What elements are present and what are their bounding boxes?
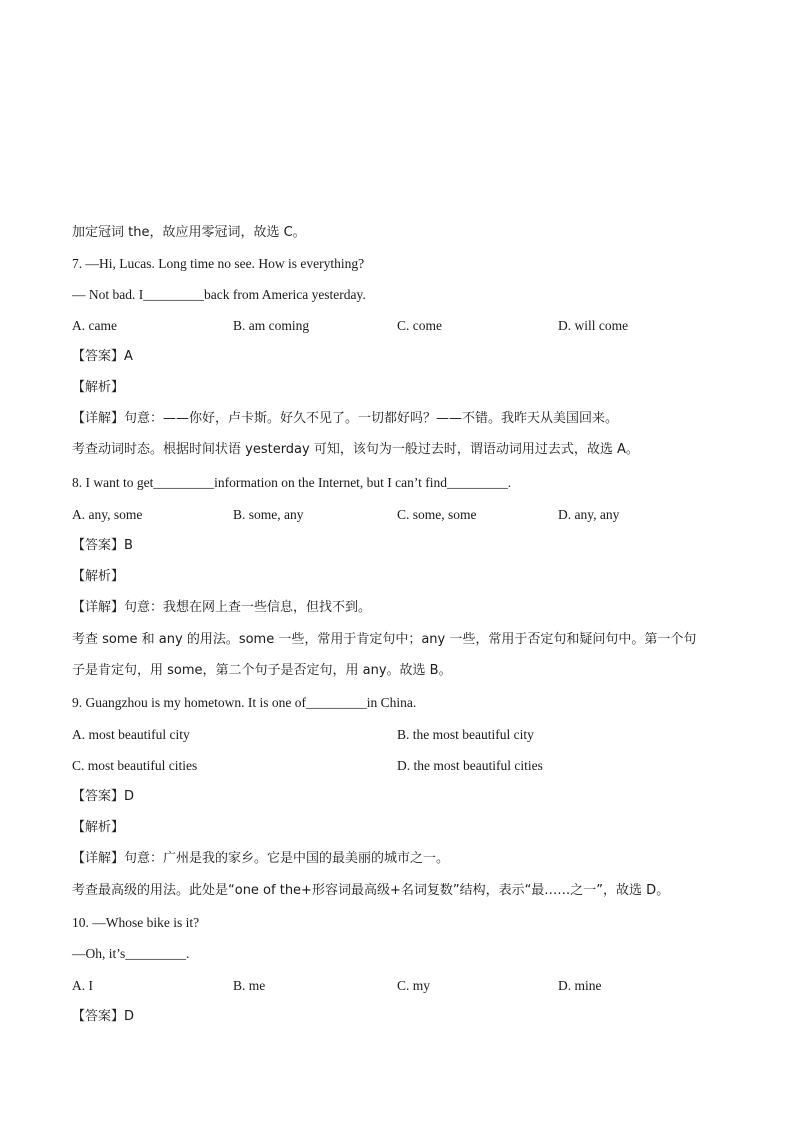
question-9-answer: 【答案】D [72,789,135,804]
question-7-option-d: D. will come [558,318,629,333]
question-8-analysis-heading: 【解析】 [72,569,125,584]
question-9-option-c: C. most beautiful cities [72,758,198,773]
question-10-line2: —Oh, it’s_________. [72,946,190,961]
question-8-option-a: A. any, some [72,507,143,522]
question-7-option-c: C. come [397,318,442,333]
question-8-option-b: B. some, any [233,507,304,522]
question-8-answer: 【答案】B [72,538,133,553]
question-9-option-d: D. the most beautiful cities [397,758,543,773]
question-8-option-d: D. any, any [558,507,620,522]
question-9-analysis-heading: 【解析】 [72,820,125,835]
question-7-line2: — Not bad. I_________back from America yesterday. [72,287,366,302]
question-7-stem: 7. —Hi, Lucas. Long time no see. How is everything? [72,256,365,271]
question-8-explanation-1: 考查 some 和 any 的用法。some 一些，常用于肯定句中；any 一些，常用于否定句和疑问句中。第一个句 [72,632,697,647]
question-10-option-a: A. I [72,978,93,993]
question-7-answer: 【答案】A [72,349,133,364]
question-8-explanation-2: 子是肯定句，用 some，第二个句子是否定句，用 any。故选 B。 [72,663,452,678]
question-10-option-d: D. mine [558,978,602,993]
question-8-stem: 8. I want to get_________information on the Internet, but I can’t find_________. [72,475,512,490]
question-10-option-b: B. me [233,978,266,993]
question-9-detail: 【详解】句意：广州是我的家乡。它是中国的最美丽的城市之一。 [72,851,450,866]
question-9-option-a: A. most beautiful city [72,727,190,742]
question-10-stem: 10. —Whose bike is it? [72,915,200,930]
question-7-option-a: A. came [72,318,117,333]
question-10-answer: 【答案】D [72,1009,135,1024]
question-8-detail: 【详解】句意：我想在网上查一些信息，但找不到。 [72,600,372,615]
question-7-explanation: 考查动词时态。根据时间状语 yesterday 可知，该句为一般过去时，谓语动词用过去式，故选 A。 [72,442,639,457]
question-7-analysis-heading: 【解析】 [72,380,125,395]
question-9-option-b: B. the most beautiful city [397,727,534,742]
question-10-option-c: C. my [397,978,431,993]
question-9-explanation: 考查最高级的用法。此处是“one of the+形容词最高级+名词复数”结构，表示“最……之一”，故选 D。 [72,883,670,898]
question-8-option-c: C. some, some [397,507,477,522]
question-9-stem: 9. Guangzhou is my hometown. It is one of_________in China. [72,695,417,710]
continuation-text: 加定冠词 the，故应用零冠词，故选 C。 [72,225,306,240]
question-7-detail: 【详解】句意：——你好，卢卡斯。好久不见了。一切都好吗？——不错。我昨天从美国回来。 [72,411,619,426]
question-7-option-b: B. am coming [233,318,310,333]
